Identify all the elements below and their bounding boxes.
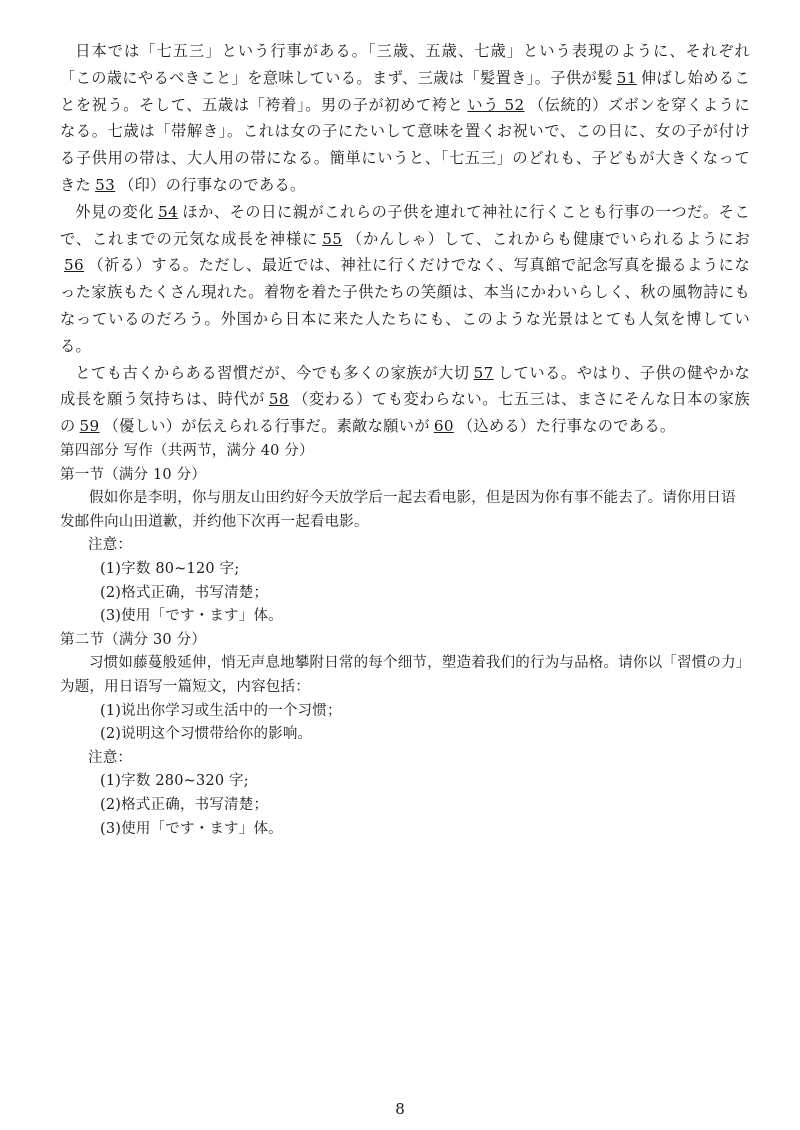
section2-note: (1)字数 280~320 字;: [100, 773, 249, 790]
blank-58: 58: [268, 390, 289, 409]
section2-prompt: 习惯如藤蔓般延伸，悄无声息地攀附日常的每个细节，塑造着我们的行为与品格。请你以「習慣の力」为题，用日语写一篇短文，内容包括：: [60, 655, 744, 695]
part-title: 第四部分 写作（共两节，满分 40 分）: [60, 443, 314, 459]
writing-section: [60, 440, 750, 841]
section2-item: (1)说出你学习或生活中的一个习惯；: [100, 702, 342, 719]
reading-passage: [60, 38, 750, 440]
passage-paragraph-2: 外見の変化 54 ほか、その日に親がこれらの子供を連れて神社に行くことも行事の一つだ。そこで、これまでの元気な成長を神様に 55 （かんしゃ）して、これからも健康でいられるようにお56 （祈る）する。ただし、最近では、神社に行くだけでなく、写真館で記念写真を撮るようになった家族もたくさん現れた。着物を着た子供たちの笑顔は、本当にかわいらしく、秋の風物詩にもなっているのだろう。外国から日本に来た人たちにも、このような光景はとても人気を博している。: [60, 202, 750, 355]
blank-54: 54: [158, 202, 179, 221]
section1-note: (1)字数 80~120 字;: [100, 560, 240, 577]
section2-note: (2)格式正确，书写清楚；: [100, 796, 269, 813]
section1-note-label: 注意：: [88, 537, 133, 554]
section1-prompt: 假如你是李明，你与朋友山田约好今天放学后一起去看电影，但是因为你有事不能去了。请你用日语发邮件向山田道歉，并约他下次再一起看电影。: [60, 490, 736, 530]
section2-title: 第二节（满分 30 分）: [60, 631, 207, 648]
blank-52: いう 52: [467, 95, 525, 114]
blank-51: 51: [616, 68, 637, 87]
section1-title: 第一节（满分 10 分）: [60, 466, 207, 483]
passage-paragraph-1: 日本では「七五三」という行事がある。「三歳、五歳、七歳」という表現のように、それぞれ「この歳にやるべきこと」を意味している。まず、三歳は「髪置き」。子供が髪 51 伸ばし始めることを祝う。そして、五歳は「袴着」。男の子が初めて袴と いう 52 （伝統的）ズボンを穿くようになる。七歳は「帯解き」。これは女の子にたいして意味を置くお祝いで、この日に、女の子が付ける子供用の帯は、大人用の帯になる。簡単にいうと、「七五三」のどれも、子どもが大きくなってきた 53 （印）の行事なのである。: [60, 42, 750, 194]
blank-57: 57: [473, 363, 494, 382]
section2-note-label: 注意：: [88, 749, 133, 766]
blank-59: 59: [79, 417, 100, 436]
section2-note: (3)使用「です・ます」体。: [100, 820, 283, 837]
section2-item: (2)说明这个习惯带给你的影响。: [100, 726, 313, 743]
passage-paragraph-3: とても古くからある習慣だが、今でも多くの家族が大切 57 している。やはり、子供の健やかな成長を願う気持ちは、時代が 58 （変わる）ても変わらない。七五三は、まさにそんな日本の家族の 59 （優しい）が伝えられる行事だ。素敵な願いが 60 （込める）た行事なのである。: [60, 363, 750, 436]
page-number: 8: [395, 1100, 405, 1118]
section1-note: (2)格式正确，书写清楚；: [100, 584, 269, 601]
blank-56: 56: [64, 256, 85, 275]
blank-60: 60: [433, 417, 454, 436]
blank-53: 53: [95, 175, 116, 194]
section1-note: (3)使用「です・ます」体。: [100, 608, 283, 625]
blank-55: 55: [322, 229, 343, 248]
